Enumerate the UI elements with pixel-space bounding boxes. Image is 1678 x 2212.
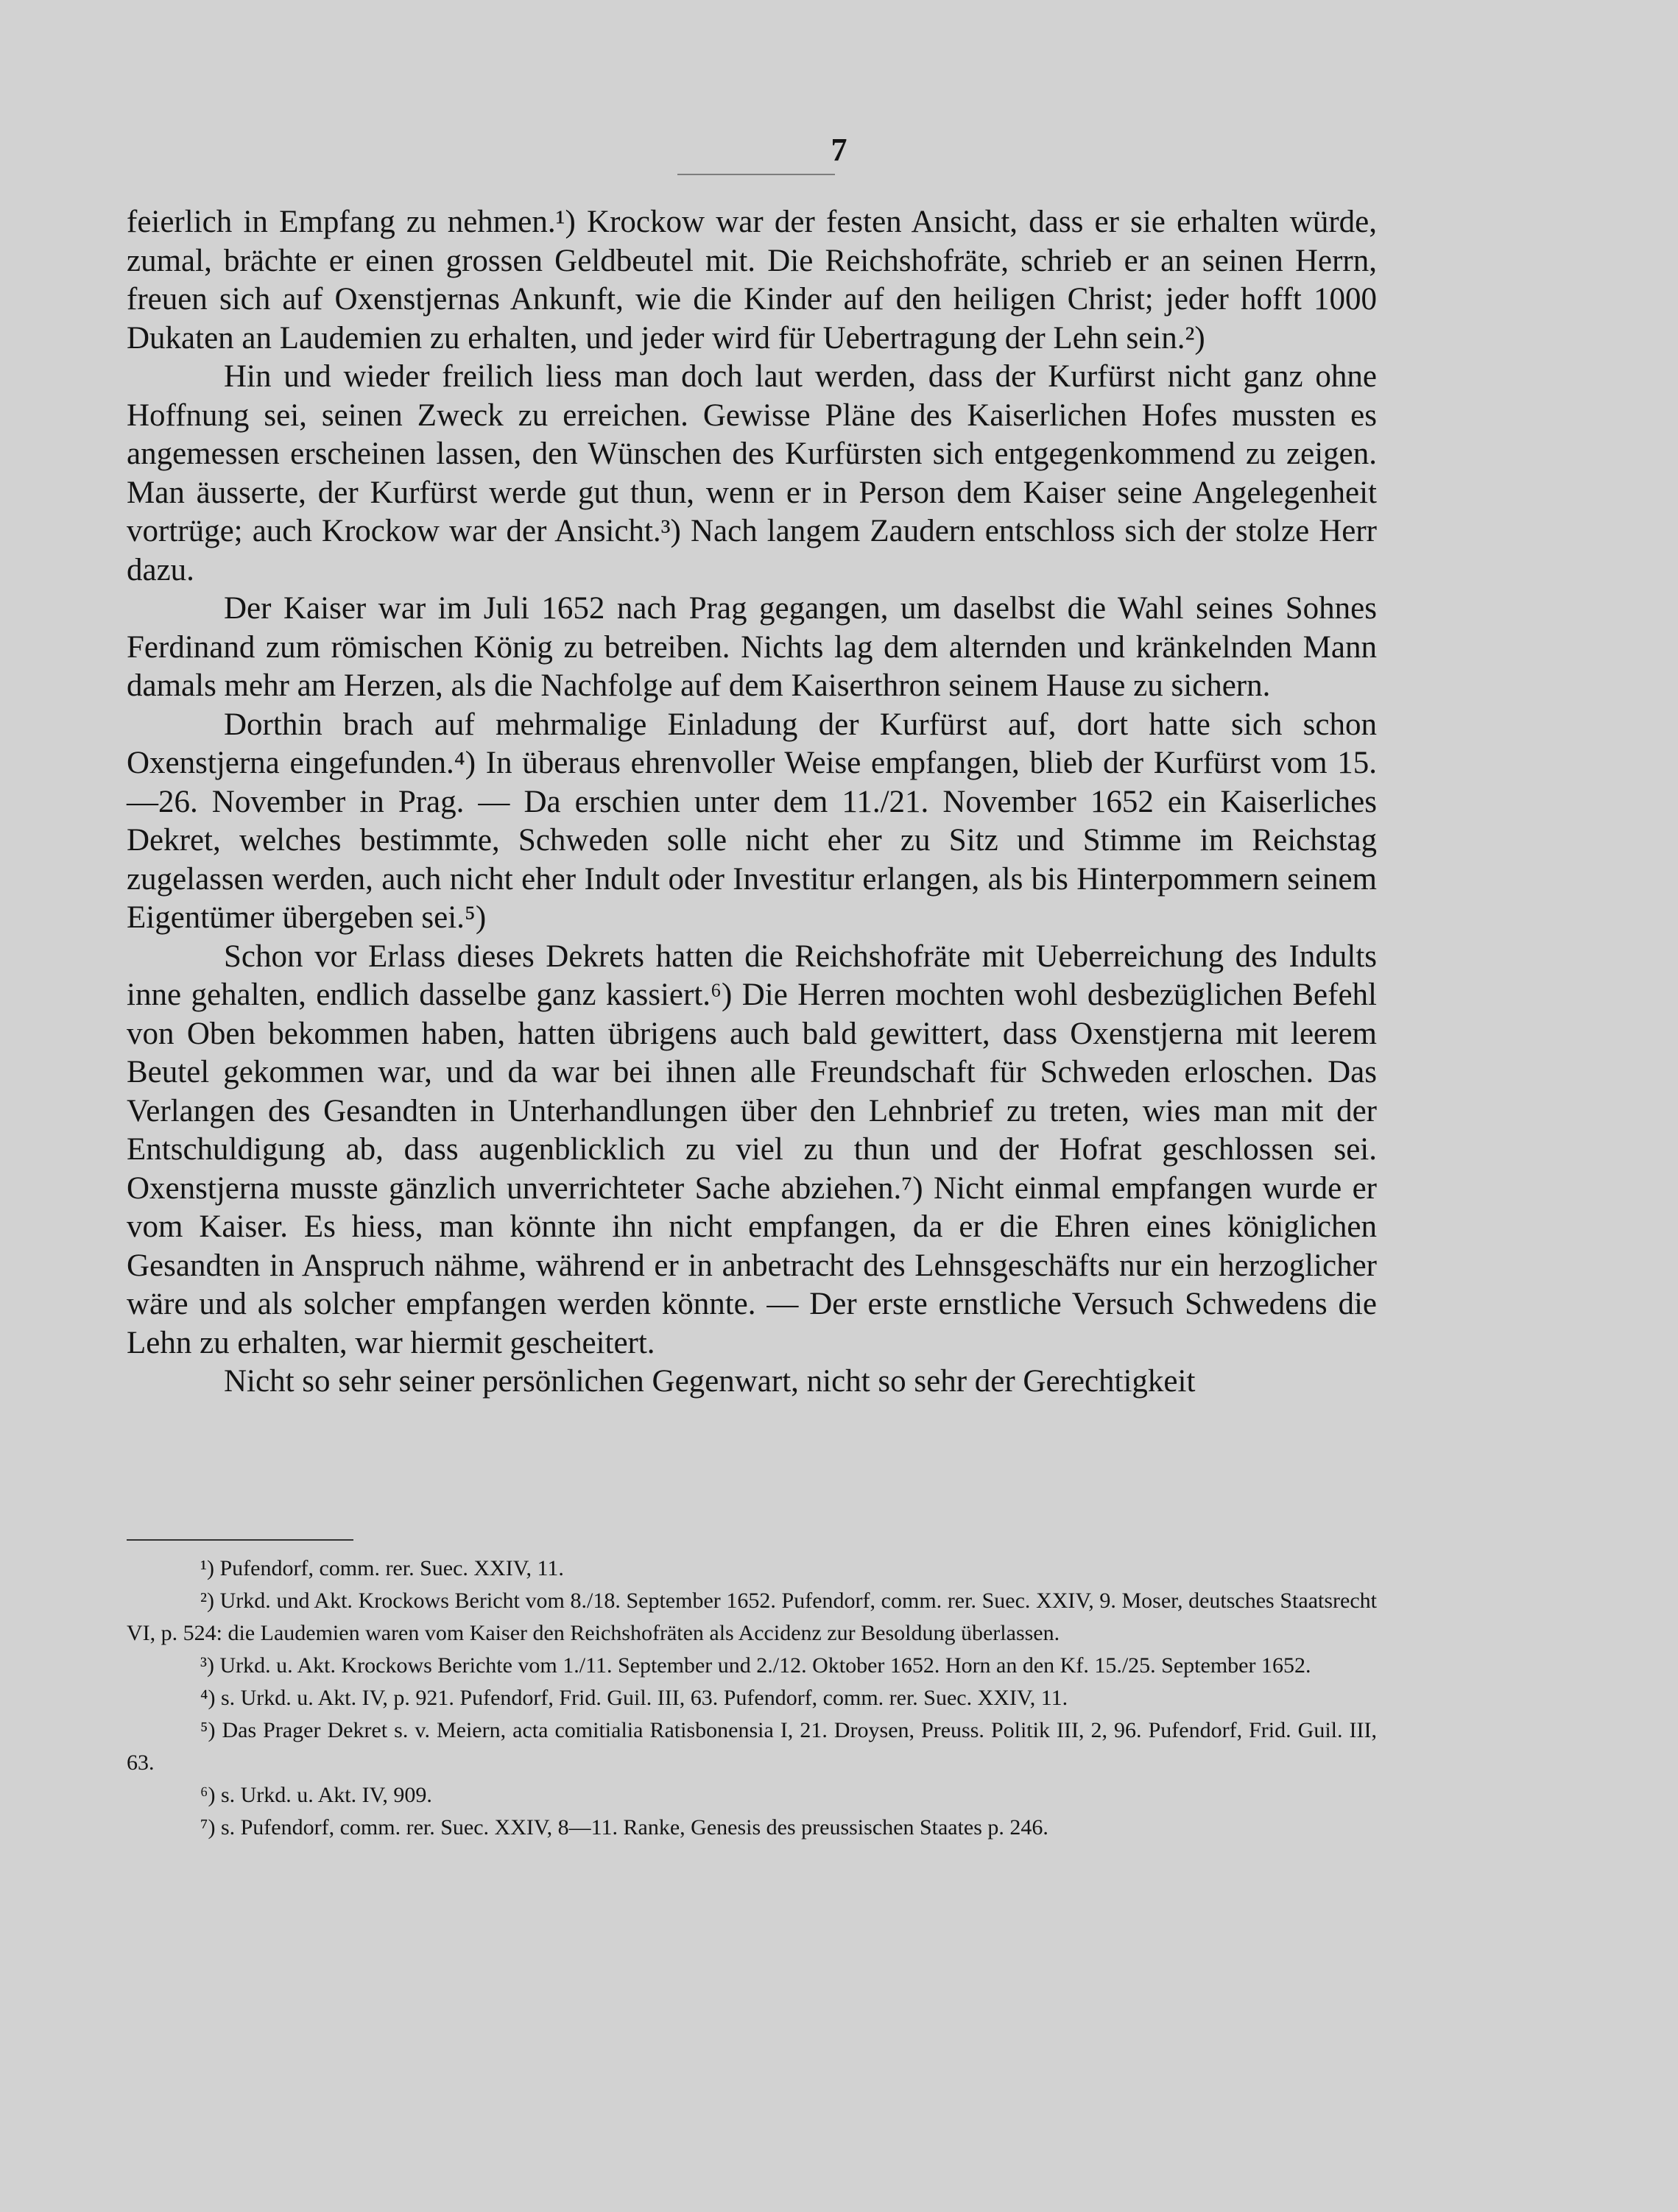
footnote: ³) Urkd. u. Akt. Krockows Berichte vom 1./11. September und 2./12. Oktober 1652. Horn an den Kf. 15./25. September 1652. — [200, 1653, 1311, 1678]
paragraph: Der Kaiser war im Juli 1652 nach Prag gegangen, um daselbst die Wahl seines Sohnes Ferdinand zum römischen König zu betreiben. Nichts lag dem alternden und kränkelnden Mann damals mehr am Herzen, als die Nachfolge auf dem Kaiserthron seinem Hause zu sichern. — [127, 591, 1377, 703]
footnote: ²) Urkd. und Akt. Krockows Bericht vom 8./18. September 1652. Pufendorf, comm. rer. Suec. XXIV, 9. Moser, deutsches Staatsrecht VI, p. 524: die Laudemien waren vom Kaiser den Reichshofräten als Accidenz zur Besoldung überlassen. — [127, 1589, 1377, 1645]
paragraph: feierlich in Empfang zu nehmen.¹) Krockow war der festen Ansicht, dass er sie erhalten würde, zumal, brächte er einen grossen Geldbeutel mit. Die Reichshofräte, schrieb er an seinen Herrn, freuen sich auf Oxenstjernas Ankunft, wie die Kinder auf den heiligen Christ; jeder hofft 1000 Dukaten an Laudemien zu erhalten, und jeder wird für Uebertragung der Lehn sein.²) — [127, 205, 1377, 356]
footnote: ⁴) s. Urkd. u. Akt. IV, p. 921. Pufendorf, Frid. Guil. III, 63. Pufendorf, comm. rer. Suec. XXIV, 11. — [200, 1686, 1068, 1710]
footnote: ¹) Pufendorf, comm. rer. Suec. XXIV, 11. — [200, 1556, 564, 1580]
footnote: ⁷) s. Pufendorf, comm. rer. Suec. XXIV, 8—11. Ranke, Genesis des preussischen Staates p. 246. — [200, 1815, 1048, 1840]
main-text — [127, 203, 1377, 1402]
footnote-divider — [127, 1539, 353, 1541]
footnote: ⁶) s. Urkd. u. Akt. IV, 909. — [200, 1783, 432, 1807]
footnotes — [127, 1552, 1377, 1844]
page-number-ornament — [677, 174, 835, 181]
paragraph: Hin und wieder freilich liess man doch laut werden, dass der Kurfürst nicht ganz ohne Hoffnung sei, seinen Zweck zu erreichen. Gewisse Pläne des Kaiserlichen Hofes mussten es angemessen erscheinen lassen, den Wünschen des Kurfürsten sich entgegenkommend zu zeigen. Man äusserte, der Kurfürst werde gut thun, wenn er in Person dem Kaiser seine Angelegenheit vortrüge; auch Krockow war der Ansicht.³) Nach langem Zaudern entschloss sich der stolze Herr dazu. — [127, 359, 1377, 587]
page-number: 7 — [831, 132, 847, 168]
paragraph: Dorthin brach auf mehrmalige Einladung der Kurfürst auf, dort hatte sich schon Oxenstjerna eingefunden.⁴) In überaus ehrenvoller Weise empfangen, blieb der Kurfürst vom 15.—26. November in Prag. — Da erschien unter dem 11./21. November 1652 ein Kaiserliches Dekret, welches bestimmte, Schweden solle nicht eher zu Sitz und Stimme im Reichstag zugelassen werden, auch nicht eher Indult oder Investitur erlangen, als bis Hinterpommern seinem Eigentümer übergeben sei.⁵) — [127, 707, 1377, 935]
paragraph: Schon vor Erlass dieses Dekrets hatten die Reichshofräte mit Ueberreichung des Indults inne gehalten, endlich dasselbe ganz kassiert.⁶) Die Herren mochten wohl desbezüglichen Befehl von Oben bekommen haben, hatten übrigens auch bald gewittert, dass Oxenstjerna mit leerem Beutel gekommen war, und da war bei ihnen alle Freundschaft für Schweden erloschen. Das Verlangen des Gesandten in Unterhandlungen über den Lehnbrief zu treten, wies man mit der Entschuldigung ab, dass augenblicklich zu viel zu thun und der Hofrat geschlossen sei. Oxenstjerna musste gänzlich unverrichteter Sache abziehen.⁷) Nicht einmal empfangen wurde er vom Kaiser. Es hiess, man könnte ihn nicht empfangen, da er die Ehren eines königlichen Gesandten in Anspruch nähme, während er in anbetracht des Lehnsgeschäfts nur ein herzoglicher wäre und als solcher empfangen werden könnte. — Der erste ernstliche Versuch Schwedens die Lehn zu erhalten, war hiermit gescheitert. — [127, 939, 1377, 1360]
footnote: ⁵) Das Prager Dekret s. v. Meiern, acta comitialia Ratisbonensia I, 21. Droysen, Preuss. Politik III, 2, 96. Pufendorf, Frid. Guil. III, 63. — [127, 1718, 1377, 1775]
paragraph: Nicht so sehr seiner persönlichen Gegenwart, nicht so sehr der Gerechtigkeit — [224, 1364, 1196, 1399]
